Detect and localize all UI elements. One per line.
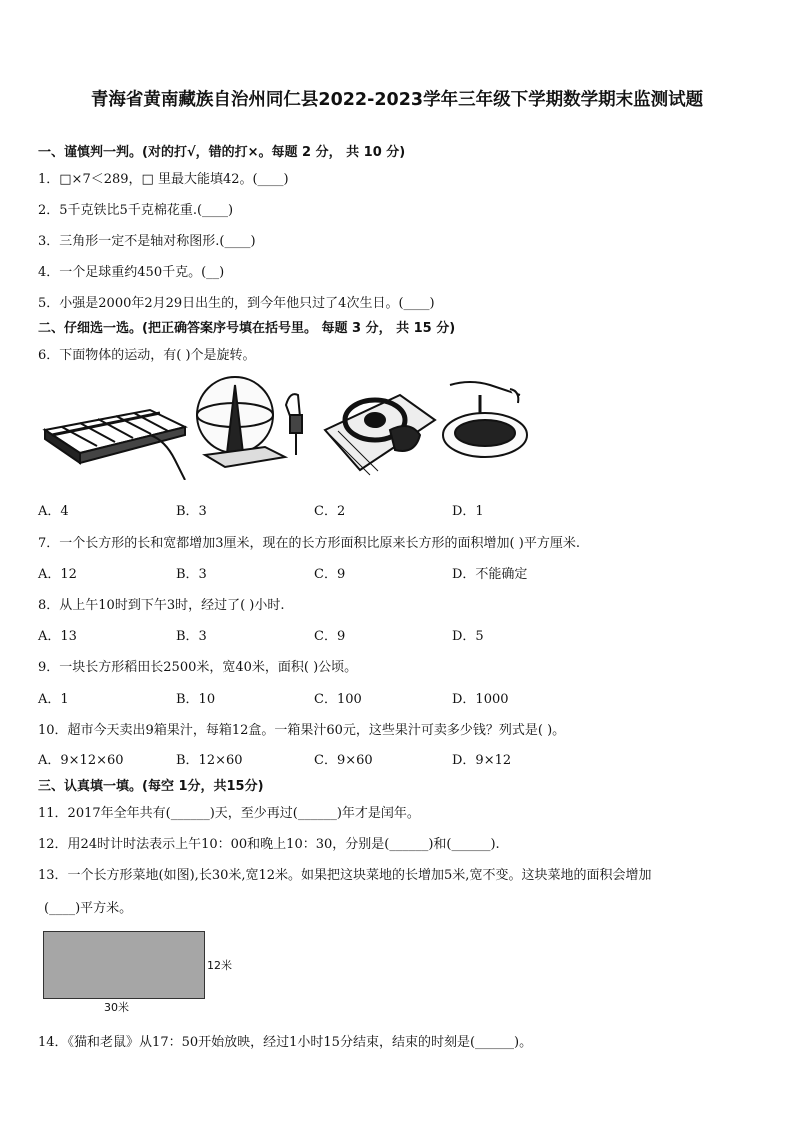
rotation-pictures [40, 375, 540, 480]
q10-option-c: C．9×60 [314, 753, 373, 768]
q7-option-b: B．3 [176, 567, 207, 582]
section-2-heading: 二、仔细选一选。(把正确答案序号填在括号里。 每题 3 分， 共 15 分) [38, 321, 456, 336]
q6-option-a: A．4 [38, 504, 69, 519]
q9-option-c: C．100 [314, 692, 362, 707]
abacus-picture [45, 410, 185, 480]
q6-option-d: D．1 [452, 504, 484, 519]
q9-option-b: B．10 [176, 692, 216, 707]
question-12: 12．用24时计时法表示上午10：00和晚上10：30，分别是(______)和(______). [38, 837, 500, 852]
q7-option-c: C．9 [314, 567, 346, 582]
question-13: 13．一个长方形菜地(如图),长30米,宽12米。如果把这块菜地的长增加5米,宽不变。这块菜地的面积会增加 [38, 868, 652, 883]
section-1-heading: 一、谨慎判一判。(对的打√，错的打×。每题 2 分， 共 10 分) [38, 145, 406, 160]
question-7: 7．一个长方形的长和宽都增加3厘米，现在的长方形面积比原来长方形的面积增加( )平方厘米. [38, 536, 580, 551]
q6-option-c: C．2 [314, 504, 346, 519]
q8-option-b: B．3 [176, 629, 207, 644]
globe-picture [197, 377, 285, 467]
question-2: 2．5千克铁比5千克棉花重.(____) [38, 203, 234, 218]
question-14: 14．《猫和老鼠》从17：50开始放映，经过1小时15分结束，结束的时刻是(______)。 [38, 1035, 533, 1050]
q8-option-a: A．13 [38, 629, 77, 644]
q8-option-d: D．5 [452, 629, 484, 644]
question-10: 10．超市今天卖出9箱果汁，每箱12盒。一箱果汁60元，这些果汁可卖多少钱？列式是( )。 [38, 723, 566, 738]
question-6: 6．下面物体的运动，有( )个是旋转。 [38, 348, 256, 363]
q7-option-a: A．12 [38, 567, 77, 582]
steering-wheel-picture [325, 395, 435, 475]
q9-option-d: D．1000 [452, 692, 509, 707]
question-3: 3．三角形一定不是轴对称图形.(____) [38, 234, 256, 249]
question-8: 8．从上午10时到下午3时，经过了( )小时. [38, 598, 285, 613]
question-11: 11．2017年全年共有(______)天，至少再过(______)年才是闰年。 [38, 806, 420, 821]
question-4: 4．一个足球重约450千克。(__) [38, 265, 225, 280]
vegetable-field-rectangle [43, 931, 205, 999]
q10-option-d: D．9×12 [452, 753, 512, 768]
hand-picture [286, 394, 302, 455]
width-label: 12米 [207, 959, 232, 972]
q10-option-b: B．12×60 [176, 753, 243, 768]
length-label: 30米 [104, 1001, 129, 1014]
q9-option-a: A．1 [38, 692, 69, 707]
question-9: 9．一块长方形稻田长2500米，宽40米，面积( )公顷。 [38, 660, 358, 675]
question-5: 5．小强是2000年2月29日出生的，到今年他只过了4次生日。(____) [38, 296, 435, 311]
page-title: 青海省黄南藏族自治州同仁县2022-2023学年三年级下学期数学期末监测试题 [90, 90, 704, 110]
question-13-blank: (____)平方米。 [44, 901, 133, 916]
faucet-picture [443, 382, 527, 457]
section-3-heading: 三、认真填一填。(每空 1分，共15分) [38, 779, 264, 794]
question-1: 1．□×7＜289，□ 里最大能填42。(____) [38, 172, 289, 187]
q10-option-a: A．9×12×60 [38, 753, 124, 768]
q8-option-c: C．9 [314, 629, 346, 644]
q6-option-b: B．3 [176, 504, 207, 519]
q7-option-d: D．不能确定 [452, 567, 528, 582]
